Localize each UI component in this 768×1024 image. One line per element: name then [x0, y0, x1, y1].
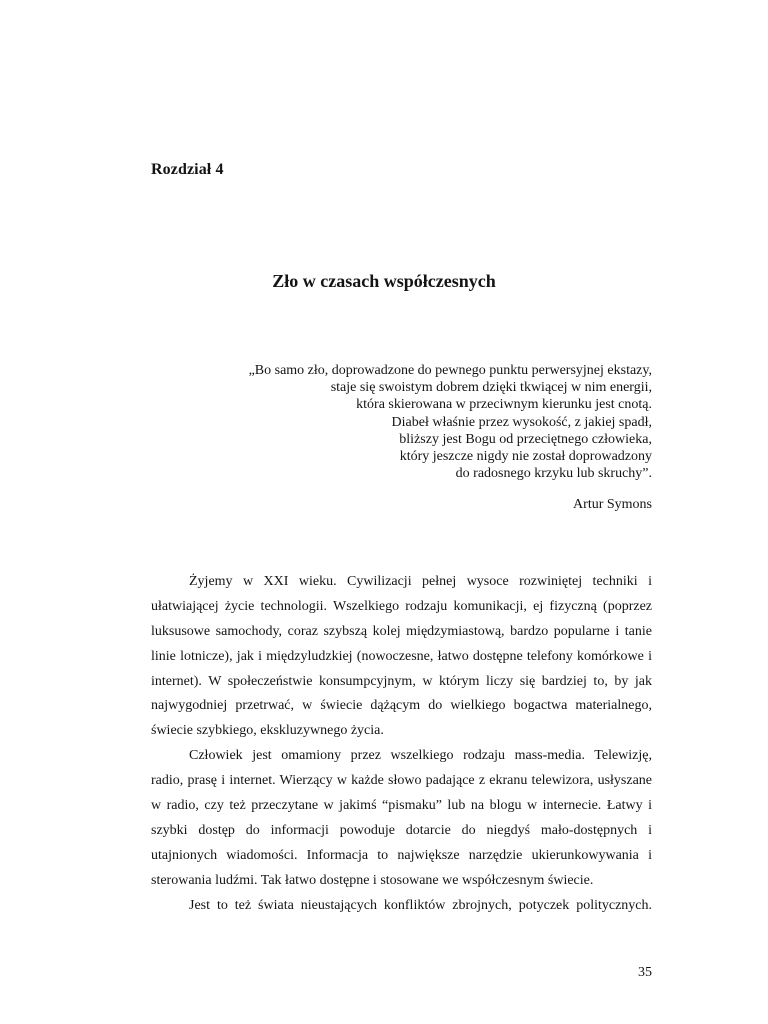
text-line: świecie szybkiego, ekskluzywnego życia. [151, 723, 384, 739]
epigraph-line: „Bo samo zło, doprowadzone do pewnego punktu perwersyjnej ekstazy, [248, 363, 652, 378]
epigraph-line: Diabeł właśnie przez wysokość, z jakiej spadł, [391, 414, 652, 430]
epigraph-quote [212, 362, 652, 482]
epigraph-line: staje się swoistym dobrem dzięki tkwiącej w nim energii, [330, 380, 652, 396]
text-line: w radio, czy też przeczytane w jakimś “pismaku” lub na blogu w internecie. Łatwy i [151, 798, 652, 814]
epigraph-line: bliższy jest Bogu od przeciętnego człowieka, [399, 431, 652, 447]
paragraph-3 [151, 894, 652, 919]
text-line: Człowiek jest omamiony przez wszelkiego rodzaju mass-media. Telewizję, [189, 748, 652, 764]
text-line: Jest to też świata nieustających konfliktów zbrojnych, potyczek politycznych. [189, 897, 652, 913]
paragraph-1 [151, 570, 652, 744]
text-line: najwygodniej przetrwać, w świecie dążącym do wielkiego bogactwa materialnego, [151, 698, 652, 714]
paragraph-2 [151, 744, 652, 893]
text-line: sterowania ludźmi. Tak łatwo dostępne i stosowane we współczesnym świecie. [151, 872, 594, 888]
text-line: luksusowe samochody, coraz szybszą kolej międzymiastową, bardzo popularne i tanie [151, 623, 652, 639]
page-number: 35 [638, 965, 652, 980]
text-line: linie lotnicze), jak i międzyludzkiej (nowoczesne, łatwo dostępne telefony komórkowe i [151, 648, 652, 664]
text-line: radio, prasę i internet. Wierzący w każde słowo padające z ekranu telewizora, usłyszane [151, 773, 652, 789]
epigraph-line: do radosnego krzyku lub skruchy”. [455, 466, 652, 482]
epigraph-line: który jeszcze nigdy nie został doprowadzony [399, 449, 652, 465]
text-line: Żyjemy w XXI wieku. Cywilizacji pełnej wysoce rozwiniętej techniki i [189, 574, 652, 589]
text-line: utajnionych wiadomości. Informacja to największe narzędzie ukierunkowywania i [151, 847, 652, 863]
text-line: ułatwiającej życie technologii. Wszelkiego rodzaju komunikacji, ej fizyczną (poprzez [151, 598, 652, 614]
text-line: internet). W społeczeństwie konsumpcyjnym, w którym liczy się bardziej to, by jak [151, 673, 652, 689]
text-line: szybki dostęp do informacji powoduje dotarcie do niegdyś mało-dostępnych i [151, 822, 652, 838]
chapter-title: Zło w czasach współczesnych [272, 271, 496, 291]
chapter-label: Rozdział 4 [151, 161, 224, 178]
epigraph-line: która skierowana w przeciwnym kierunku jest cnotą. [356, 397, 652, 413]
body-text [151, 570, 652, 918]
epigraph-author: Artur Symons [573, 497, 652, 512]
